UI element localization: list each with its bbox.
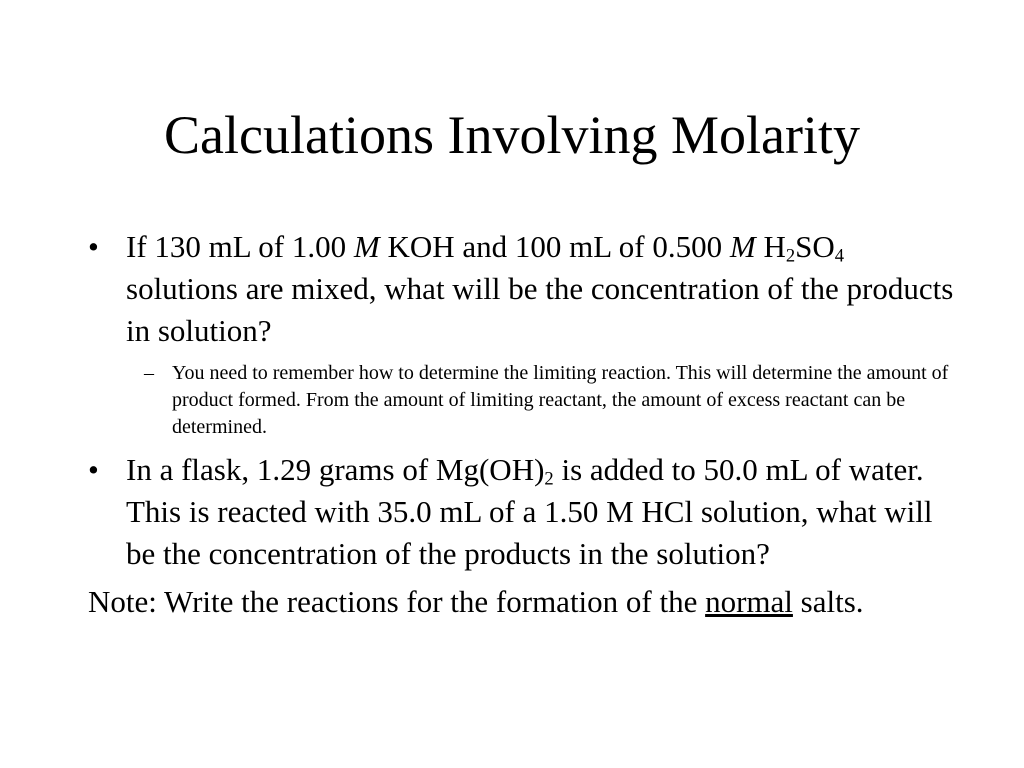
formula-subscript: 4 [834, 245, 845, 267]
slide-body [88, 226, 958, 623]
formula-so: SO [795, 229, 835, 264]
underlined-word: normal [705, 584, 793, 619]
bullet-text: is added to 50.0 mL of water. This is reacted with 35.0 mL of a 1.50 M HCl solution, what will be the concentration of the products in the solution? [126, 452, 933, 571]
sub-bullet-text: You need to remember how to determine the limiting reaction. This will determine the amount of product formed. From the amount of limiting reactant, the amount of excess reactant can be determined. [172, 362, 949, 438]
sub-bullet-limiting-reaction [88, 360, 958, 441]
dash-marker: – [144, 362, 154, 384]
bullet-text: If 130 mL of 1.00 [126, 229, 354, 264]
molarity-symbol: M [353, 229, 380, 264]
formula-subscript: 2 [544, 468, 554, 490]
note-text: Note: Write the reactions for the formation of the [88, 584, 706, 619]
bullet-koh-h2so4 [88, 226, 958, 352]
bullet-mgoh2-hcl [88, 449, 958, 575]
slide-title: Calculations Involving Molarity [164, 105, 860, 165]
bullet-text: In a flask, 1.29 grams of Mg(OH) [126, 452, 545, 487]
molarity-symbol: M [729, 229, 756, 264]
bullet-marker: • [88, 229, 99, 264]
bullet-text: solutions are mixed, what will be the concentration of the products in solution? [126, 271, 954, 348]
bullet-text: KOH and 100 mL of 0.500 [379, 229, 730, 264]
note [88, 581, 958, 623]
note-text: salts. [792, 584, 864, 619]
formula-h: H [763, 229, 786, 264]
bullet-marker: • [88, 452, 99, 487]
formula-subscript: 2 [785, 245, 796, 267]
